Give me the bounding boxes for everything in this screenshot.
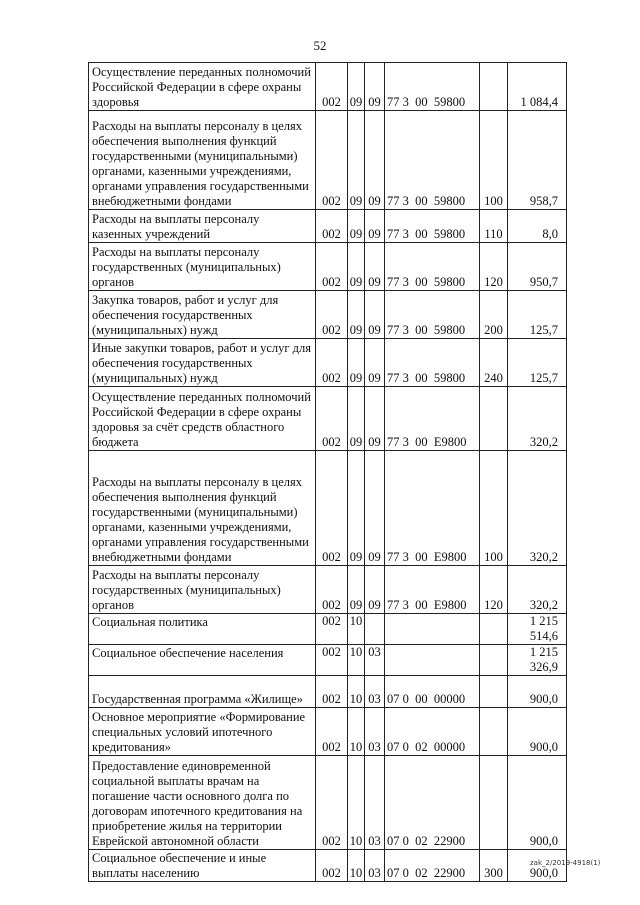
target-article-code bbox=[385, 645, 480, 676]
amount: 125,7 bbox=[508, 339, 567, 387]
item-name: Расходы на выплаты персоналу государственных (муниципальных) органов bbox=[89, 243, 316, 291]
expense-type-code bbox=[480, 676, 508, 708]
expense-type-code bbox=[480, 708, 508, 756]
table-row bbox=[89, 645, 567, 676]
section-code: 09 bbox=[348, 451, 365, 566]
expense-type-code: 300 bbox=[480, 850, 508, 882]
section-code: 10 bbox=[348, 645, 365, 676]
expense-type-code bbox=[480, 645, 508, 676]
section-code: 10 bbox=[348, 850, 365, 882]
item-name: Осуществление переданных полномочий Российской Федерации в сфере охраны здоровья за счёт средств областного бюджета bbox=[89, 387, 316, 451]
grbs-code: 002 bbox=[316, 451, 348, 566]
target-article-code: 77 3 00 59800 bbox=[385, 111, 480, 210]
subsection-code: 09 bbox=[365, 451, 385, 566]
table-row bbox=[89, 210, 567, 243]
budget-table bbox=[88, 62, 567, 882]
amount: 958,7 bbox=[508, 111, 567, 210]
expense-type-code: 100 bbox=[480, 451, 508, 566]
target-article-code bbox=[385, 614, 480, 645]
target-article-code: 77 3 00 Е9800 bbox=[385, 566, 480, 614]
section-code: 10 bbox=[348, 676, 365, 708]
grbs-code: 002 bbox=[316, 243, 348, 291]
item-name: Предоставление единовременной социальной выплаты врачам на погашение части основного долга по договорам ипотечного кредитования на приобретение жилья на территории Еврейской автономной области bbox=[89, 756, 316, 850]
amount: 320,2 bbox=[508, 387, 567, 451]
amount: 1 084,4 bbox=[508, 63, 567, 111]
target-article-code: 07 0 00 00000 bbox=[385, 676, 480, 708]
item-name: Государственная программа «Жилище» bbox=[89, 676, 316, 708]
expense-type-code: 120 bbox=[480, 566, 508, 614]
amount: 125,7 bbox=[508, 291, 567, 339]
expense-type-code: 120 bbox=[480, 243, 508, 291]
footer-code: zak_2/2019-4918(1) bbox=[530, 859, 601, 867]
section-code: 09 bbox=[348, 387, 365, 451]
subsection-code: 09 bbox=[365, 63, 385, 111]
target-article-code: 77 3 00 Е9800 bbox=[385, 387, 480, 451]
target-article-code: 77 3 00 59800 bbox=[385, 63, 480, 111]
item-name: Осуществление переданных полномочий Российской Федерации в сфере охраны здоровья bbox=[89, 63, 316, 111]
section-code: 09 bbox=[348, 291, 365, 339]
grbs-code: 002 bbox=[316, 210, 348, 243]
grbs-code: 002 bbox=[316, 63, 348, 111]
table-row bbox=[89, 676, 567, 708]
table-row bbox=[89, 708, 567, 756]
target-article-code: 77 3 00 59800 bbox=[385, 210, 480, 243]
amount: 900,0 bbox=[508, 708, 567, 756]
expense-type-code bbox=[480, 63, 508, 111]
item-name: Основное мероприятие «Формирование специальных условий ипотечного кредитования» bbox=[89, 708, 316, 756]
subsection-code: 09 bbox=[365, 291, 385, 339]
table-row bbox=[89, 63, 567, 111]
target-article-code: 77 3 00 Е9800 bbox=[385, 451, 480, 566]
table-row bbox=[89, 387, 567, 451]
item-name: Расходы на выплаты персоналу в целях обеспечения выполнения функций государственными (муниципальными) органами, казенными учреждениями, органами управления государственными внебюджетными фондами bbox=[89, 451, 316, 566]
item-name: Расходы на выплаты персоналу государственных (муниципальных) органов bbox=[89, 566, 316, 614]
grbs-code: 002 bbox=[316, 708, 348, 756]
table-row bbox=[89, 111, 567, 210]
grbs-code: 002 bbox=[316, 850, 348, 882]
item-name: Расходы на выплаты персоналу в целях обеспечения выполнения функций государственными (муниципальными) органами, казенными учреждениями, органами управления государственными внебюджетными фондами bbox=[89, 111, 316, 210]
section-code: 09 bbox=[348, 339, 365, 387]
expense-type-code bbox=[480, 756, 508, 850]
table-row bbox=[89, 339, 567, 387]
section-code: 10 bbox=[348, 614, 365, 645]
section-code: 09 bbox=[348, 243, 365, 291]
subsection-code: 09 bbox=[365, 243, 385, 291]
amount: 900,0 bbox=[508, 850, 567, 882]
expense-type-code bbox=[480, 387, 508, 451]
subsection-code: 03 bbox=[365, 850, 385, 882]
target-article-code: 07 0 02 00000 bbox=[385, 708, 480, 756]
grbs-code: 002 bbox=[316, 645, 348, 676]
grbs-code: 002 bbox=[316, 387, 348, 451]
subsection-code: 03 bbox=[365, 645, 385, 676]
expense-type-code: 240 bbox=[480, 339, 508, 387]
subsection-code: 03 bbox=[365, 756, 385, 850]
amount: 320,2 bbox=[508, 451, 567, 566]
subsection-code: 09 bbox=[365, 339, 385, 387]
amount: 8,0 bbox=[508, 210, 567, 243]
table-row bbox=[89, 756, 567, 850]
section-code: 10 bbox=[348, 756, 365, 850]
expense-type-code: 200 bbox=[480, 291, 508, 339]
expense-type-code: 100 bbox=[480, 111, 508, 210]
subsection-code bbox=[365, 614, 385, 645]
grbs-code: 002 bbox=[316, 566, 348, 614]
amount: 1 215 514,6 bbox=[508, 614, 567, 645]
target-article-code: 77 3 00 59800 bbox=[385, 339, 480, 387]
item-name: Закупка товаров, работ и услуг для обеспечения государственных (муниципальных) нужд bbox=[89, 291, 316, 339]
target-article-code: 77 3 00 59800 bbox=[385, 243, 480, 291]
section-code: 10 bbox=[348, 708, 365, 756]
section-code: 09 bbox=[348, 63, 365, 111]
item-name: Иные закупки товаров, работ и услуг для обеспечения государственных (муниципальных) нужд bbox=[89, 339, 316, 387]
amount: 900,0 bbox=[508, 756, 567, 850]
amount: 320,2 bbox=[508, 566, 567, 614]
subsection-code: 09 bbox=[365, 210, 385, 243]
target-article-code: 77 3 00 59800 bbox=[385, 291, 480, 339]
section-code: 09 bbox=[348, 566, 365, 614]
grbs-code: 002 bbox=[316, 614, 348, 645]
table-row bbox=[89, 243, 567, 291]
subsection-code: 09 bbox=[365, 387, 385, 451]
amount: 1 215 326,9 bbox=[508, 645, 567, 676]
subsection-code: 09 bbox=[365, 111, 385, 210]
table-row bbox=[89, 451, 567, 566]
grbs-code: 002 bbox=[316, 676, 348, 708]
target-article-code: 07 0 02 22900 bbox=[385, 850, 480, 882]
subsection-code: 03 bbox=[365, 676, 385, 708]
item-name: Социальное обеспечение и иные выплаты населению bbox=[89, 850, 316, 882]
page-number: 52 bbox=[313, 38, 327, 53]
table-row bbox=[89, 566, 567, 614]
grbs-code: 002 bbox=[316, 291, 348, 339]
grbs-code: 002 bbox=[316, 339, 348, 387]
item-name: Расходы на выплаты персоналу казенных учреждений bbox=[89, 210, 316, 243]
grbs-code: 002 bbox=[316, 111, 348, 210]
section-code: 09 bbox=[348, 210, 365, 243]
subsection-code: 09 bbox=[365, 566, 385, 614]
grbs-code: 002 bbox=[316, 756, 348, 850]
amount: 950,7 bbox=[508, 243, 567, 291]
section-code: 09 bbox=[348, 111, 365, 210]
expense-type-code bbox=[480, 614, 508, 645]
target-article-code: 07 0 02 22900 bbox=[385, 756, 480, 850]
expense-type-code: 110 bbox=[480, 210, 508, 243]
table-row bbox=[89, 291, 567, 339]
item-name: Социальная политика bbox=[89, 614, 316, 645]
table-row bbox=[89, 850, 567, 882]
table-row bbox=[89, 614, 567, 645]
item-name: Социальное обеспечение населения bbox=[89, 645, 316, 676]
subsection-code: 03 bbox=[365, 708, 385, 756]
amount: 900,0 bbox=[508, 676, 567, 708]
